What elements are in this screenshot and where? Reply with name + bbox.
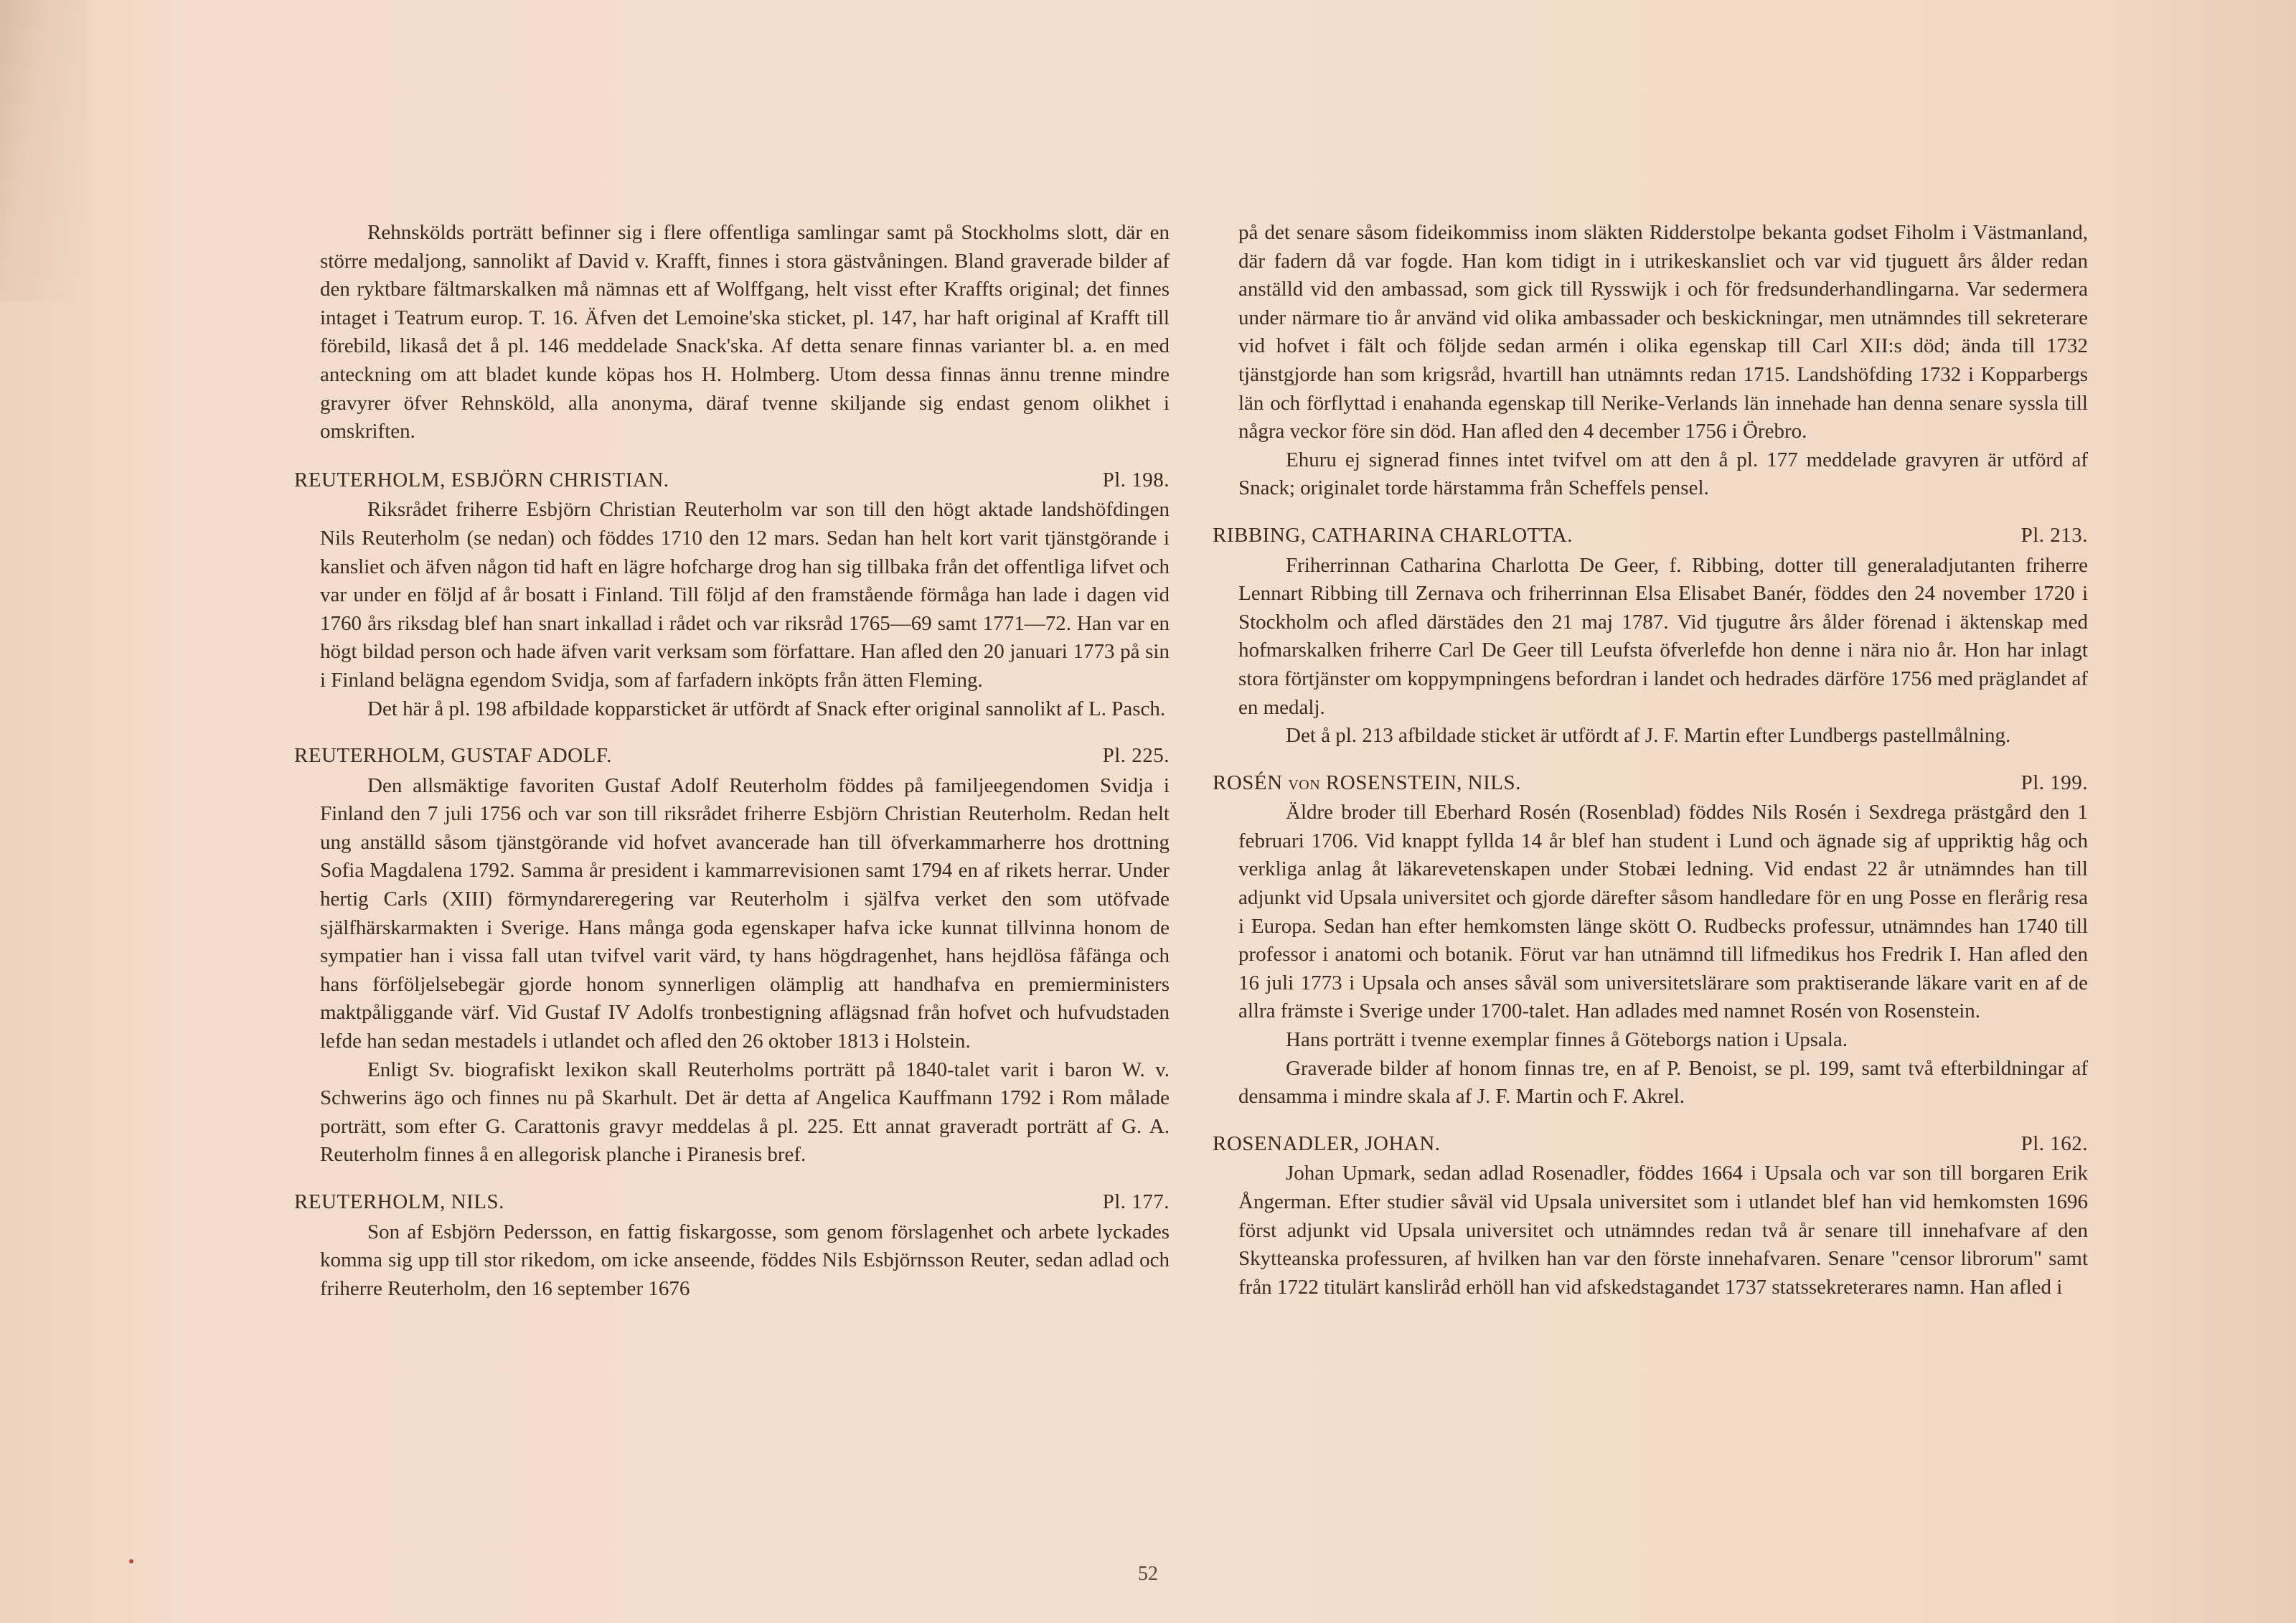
- left-column: [294, 219, 1170, 1303]
- right-column: [1213, 219, 2088, 1302]
- entry-paragraph: Det här å pl. 198 afbildade kopparsticket är utfördt af Snack efter original sannolikt af L. Pasch.: [367, 697, 1166, 720]
- entry-paragraph: Johan Upmark, sedan adlad Rosenadler, föddes 1664 i Upsala och var son till borgaren Erik Ångerman. Efter studier såväl vid Upsala universitet som i utlandet blef han vid hemkomsten 1696 först adjunkt vid Upsala universitet och utnämndes redan två år senare till innehafvare af den Skytteanska professuren, af hvilken han var den förste innehafvaren. Senare "censor librorum" samt från 1722 titulärt kansliråd erhöll han vid afskedstagandet 1737 statssekreterares namn. Han afled i: [1238, 1162, 2088, 1299]
- entry-name: RIBBING, CATHARINA CHARLOTTA.: [1213, 523, 1573, 547]
- entry-name-part: ROSENSTEIN, NILS.: [1320, 771, 1521, 794]
- plate-reference: Pl. 225.: [1102, 744, 1170, 768]
- entry-rosen-von-rosenstein: [1213, 769, 2088, 1111]
- entry-body: [1213, 799, 2088, 1111]
- entry-heading: [294, 1188, 1170, 1217]
- entry-reuterholm-nils: [294, 1188, 1170, 1303]
- page-number: 52: [1138, 1563, 1158, 1585]
- entry-paragraph: Riksrådet friherre Esbjörn Christian Reuterholm var son till den högt aktade landshöfdingen Nils Reuterholm (se nedan) och föddes 1710 den 12 mars. Sedan han helt kort varit tjänstgörande i kansliet och äfven någon tid haft en lägre hofcharge drog han sig tillbaka från det offentliga lifvet och var under en följd af år bosatt i Finland. Till följd af den framstående förmåga han lade i dagen vid 1760 års riksdag blef han snart inkallad i rådet och var riksråd 1765—69 samt 1771—72. Han var en högt bildad person och hade äfven varit verksam som författare. Han afled den 20 januari 1773 på sin i Finland belägna egendom Svidja, som af farfadern inköpts från ätten Fleming.: [320, 498, 1170, 692]
- entry-name: [1213, 769, 1521, 798]
- plate-reference: Pl. 199.: [2020, 771, 2088, 794]
- continuation-paragraph: Ehuru ej signerad finnes intet tvifvel om att den å pl. 177 meddelade gravyren är utförd af Snack; originalet torde härstamma från Scheffels pensel.: [1238, 448, 2088, 500]
- entry-paragraph: Friherrinnan Catharina Charlotta De Geer, f. Ribbing, dotter till generaladjutanten friherre Lennart Ribbing till Zernava och friherrinnan Elsa Elisabet Banér, föddes den 24 november 1720 i Stockholm och afled därstädes den 21 maj 1787. Vid tjugutre års ålder förenad i äktenskap med hofmarskalken friherre Carl De Geer till Leufsta öfverlefde hon denne i nära nio år. Hon har inlagt stora förtjänster om koppympningens befordran i landet och hedrades därföre 1756 med präglandet af en medalj.: [1238, 553, 2088, 719]
- plate-reference: Pl. 177.: [1102, 1190, 1170, 1213]
- entry-paragraph: Den allsmäktige favoriten Gustaf Adolf Reuterholm föddes på familjeegendomen Svidja i Finland den 7 juli 1756 och var son till riksrådet friherre Esbjörn Christian Reuterholm. Redan helt ung anställd såsom tjänstgörande vid hofvet avancerade han till öfverkammarherre hos drottning Sofia Magdalena 1792. Samma år president i kammarrevisionen samt 1794 en af rikets herrar. Under hertig Carls (XIII) förmyndareregering var Reuterholm i själfva verket den som utöfvade själfhärskarmakten i Sverige. Hans många goda egenskaper hafva icke kunnat tillvinna honom de sympatier han i vissa fall utan tvifvel varit värd, ty hans högdragenhet, hans hejdlösa fåfänga och hans förföljelsebegär gjorde honom synnerligen olämplig att handhafva en premierministers maktpåliggande värf. Vid Gustaf IV Adolfs tronbestigning aflägsnad från hofvet och hufvudstaden lefde han sedan mestadels i utlandet och afled den 26 oktober 1813 i Holstein.: [320, 773, 1170, 1053]
- entry-paragraph: Enligt Sv. biografiskt lexikon skall Reuterholms porträtt på 1840-talet varit i baron W. v. Schwerins ägo och finnes nu på Skarhult. Det är detta af Angelica Kauffmann 1792 i Rom målade porträtt, som efter G. Carattonis gravyr meddelas å pl. 225. Ett annat graveradt porträtt af G. A. Reuterholm finnes å en allegorisk planche i Piranesis bref.: [320, 1058, 1170, 1167]
- entry-paragraph: Det å pl. 213 afbildade sticket är utfördt af J. F. Martin efter Lundbergs pastellmålning.: [1286, 724, 2011, 748]
- entry-name: REUTERHOLM, GUSTAF ADOLF.: [294, 744, 612, 768]
- entry-body: [1213, 1159, 2088, 1302]
- entry-paragraph: Hans porträtt i tvenne exemplar finnes å Göteborgs nation i Upsala.: [1286, 1028, 1848, 1052]
- plate-reference: Pl. 198.: [1102, 468, 1170, 491]
- intro-paragraph: Rehnskölds porträtt befinner sig i flere offentliga samlingar samt på Stockholms slott, där en större medaljong, sannolikt af David v. Krafft, finnes i stora gästvåningen. Bland graverade bilder af den ryktbare fältmarskalken må nämnas ett af Wolffgang, helt visst efter Kraffts original; det finnes intaget i Teatrum europ. T. 16. Äfven det Lemoine'ska sticket, pl. 147, har haft original af Krafft till förebild, likaså det å pl. 146 meddelade Snack'ska. Af detta senare finnas varianter bl. a. en med anteckning om att bladet kunde köpas hos H. Holmberg. Utom dessa finnas ännu trenne mindre gravyrer öfver Rehnsköld, alla anonyma, däraf tvenne skiljande sig endast genom olikhet i omskriften.: [320, 221, 1170, 443]
- entry-reuterholm-esbjorn: [294, 466, 1170, 723]
- entry-name-part: ROSÉN: [1213, 771, 1289, 794]
- entry-body: [294, 772, 1170, 1170]
- entry-name-particle: von: [1288, 771, 1321, 794]
- entry-body: [1213, 552, 2088, 751]
- entry-heading: [1213, 522, 2088, 550]
- entry-name: ROSENADLER, JOHAN.: [1213, 1132, 1441, 1155]
- entry-body: [294, 1218, 1170, 1304]
- paper-crease: [0, 0, 86, 301]
- entry-heading: [1213, 1130, 2088, 1159]
- entry-name: REUTERHOLM, NILS.: [294, 1190, 504, 1213]
- plate-reference: Pl. 213.: [2020, 523, 2088, 547]
- plate-reference: Pl. 162.: [2020, 1132, 2088, 1155]
- ink-speck: [129, 1559, 133, 1563]
- entry-heading: [1213, 769, 2088, 798]
- entry-reuterholm-gustaf-adolf: [294, 742, 1170, 1170]
- entry-body: [294, 496, 1170, 723]
- entry-paragraph: Graverade bilder af honom finnas tre, en af P. Benoist, se pl. 199, samt två efterbildningar af densamma i mindre skala af J. F. Martin och F. Akrel.: [1238, 1056, 2088, 1109]
- entry-name: REUTERHOLM, ESBJÖRN CHRISTIAN.: [294, 468, 669, 491]
- entry-heading: [294, 466, 1170, 495]
- entry-ribbing: [1213, 522, 2088, 751]
- continuation-body: [1213, 219, 2088, 503]
- entry-rosenadler: [1213, 1130, 2088, 1302]
- entry-paragraph: Son af Esbjörn Pedersson, en fattig fiskargosse, som genom förslagenhet och arbete lyckades komma sig upp till stor rikedom, om icke anseende, föddes Nils Esbjörnsson Reuter, sedan adlad och friherre Reuterholm, den 16 september 1676: [320, 1220, 1170, 1300]
- continuation-paragraph: på det senare såsom fideikommiss inom släkten Ridderstolpe bekanta godset Fiholm i Västmanland, där fadern då var fogde. Han kom tidigt in i utrikeskansliet och var vid tjuguett års ålder redan anställd vid den ambassad, som gick till Rysswijk i och för fredsunderhandlingarna. Var sedermera under närmare tio år använd vid olika ambassader och beskickningar, men utnämndes till sekreterare vid hofvet i fält och följde sedan armén i olika egenskap till Carl XII:s död; ända till 1732 tjänstgjorde han som krigsråd, hvartill han utnämnts redan 1715. Landshöfding 1732 i Kopparbergs län och förflyttad i enahanda egenskap till Nerike-Verlands län innehade han denna senare syssla till några veckor före sin död. Han afled den 4 december 1756 i Örebro.: [1238, 221, 2088, 443]
- entry-paragraph: Äldre broder till Eberhard Rosén (Rosenblad) föddes Nils Rosén i Sexdrega prästgård den 1 februari 1706. Vid knappt fyllda 14 år blef han student i Lund och ägnade sig af uppriktig håg och verkliga anlag åt läkarevetenskapen under Stobæi ledning. Vid endast 22 år utnämndes han till adjunkt vid Upsala universitet och gjorde därefter såsom handledare för en ung Posse en flerårig resa i Europa. Sedan han efter hemkomsten länge skött O. Rudbecks professur, utnämndes han 1740 till professor i anatomi och botanik. Förut var han utnämnd till lifmedikus hos Fredrik I. Han afled den 16 juli 1773 i Upsala och anses såväl som universitetslärare som praktiserande läkare varit en af de allra främste i Sverige under 1700-talet. Han adlades med namnet Rosén von Rosenstein.: [1238, 801, 2088, 1023]
- entry-heading: [294, 742, 1170, 771]
